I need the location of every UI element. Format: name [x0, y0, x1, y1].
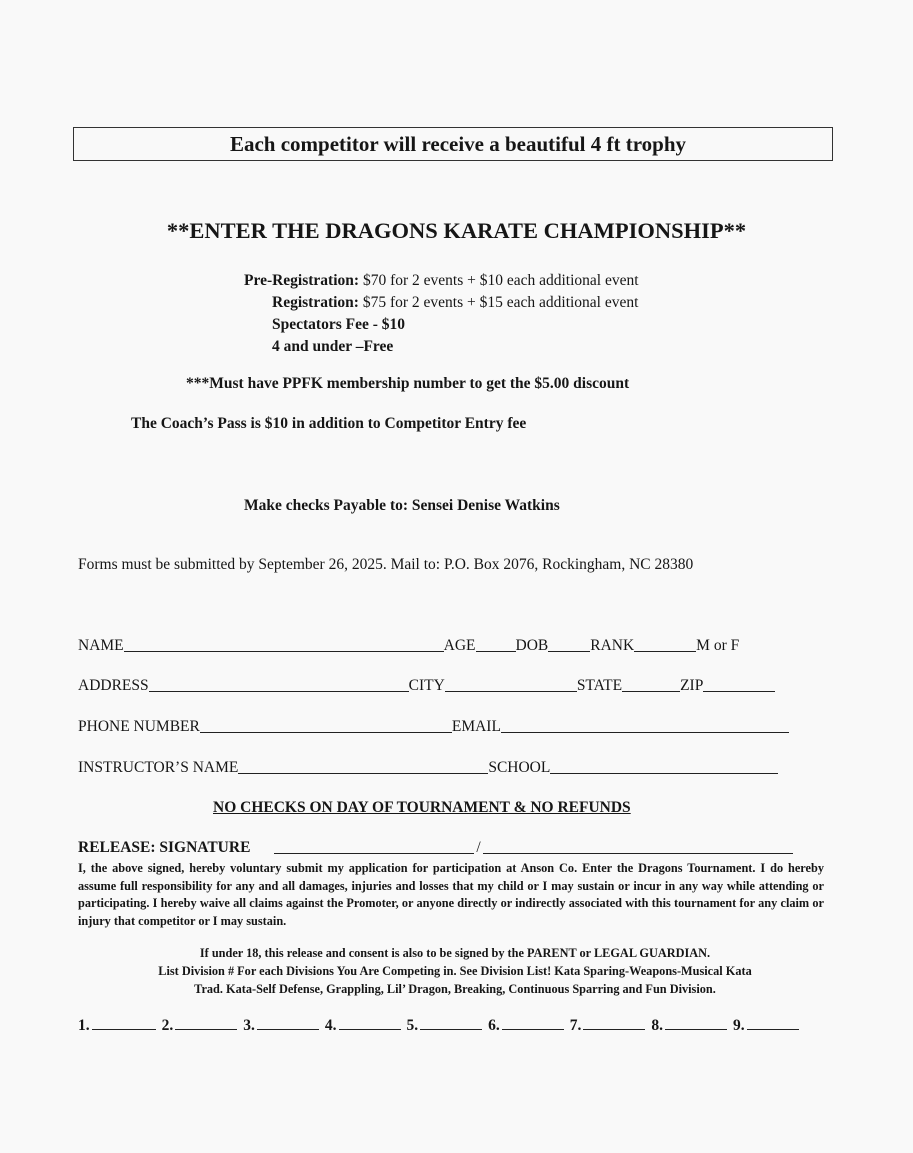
address-field[interactable] — [149, 690, 409, 692]
prereg-label: Pre-Registration: — [244, 272, 360, 289]
state-label: STATE — [576, 677, 623, 694]
guardian-line-2: List Division # For each Divisions You Are Competing in. See Division List! Kata Sparing-Weapons-Musical Kata — [158, 964, 752, 978]
division-field-6[interactable] — [502, 1028, 564, 1030]
checks-payable: Make checks Payable to: Sensei Denise Watkins — [244, 497, 560, 514]
rank-label: RANK — [590, 637, 635, 654]
dob-label: DOB — [515, 637, 549, 654]
division-slot-1: 1. — [78, 1017, 156, 1035]
division-slot-2: 2. — [162, 1017, 238, 1035]
city-field[interactable] — [445, 690, 577, 692]
coach-pass-note: The Coach’s Pass is $10 in addition to Competitor Entry fee — [131, 415, 527, 432]
signature-slash: / — [476, 839, 481, 856]
division-slot-6: 6. — [488, 1017, 564, 1035]
rank-field[interactable] — [634, 650, 696, 652]
division-field-7[interactable] — [583, 1028, 645, 1030]
city-label: CITY — [408, 677, 445, 694]
forms-deadline: Forms must be submitted by September 26, 2025. Mail to: P.O. Box 2076, Rockingham, NC 28380 — [78, 556, 694, 573]
form-row-name — [78, 637, 813, 655]
gender-label[interactable]: M or F — [696, 637, 740, 654]
under4-free: 4 and under –Free — [272, 338, 394, 355]
guardian-line-3: Trad. Kata-Self Defense, Grappling, Lil’ Dragon, Breaking, Continuous Sparring and Fun Division. — [194, 982, 716, 996]
name-label: NAME — [78, 637, 124, 654]
trophy-banner — [73, 127, 833, 161]
reg-label: Registration: — [272, 294, 359, 311]
division-slot-9: 9. — [733, 1017, 799, 1035]
trophy-banner-text: Each competitor will receive a beautiful 4 ft trophy — [229, 131, 687, 156]
division-field-8[interactable] — [665, 1028, 727, 1030]
division-number-row — [78, 1017, 799, 1035]
form-row-instructor — [78, 759, 813, 777]
reg-value: $75 for 2 events + $15 each additional event — [362, 294, 639, 311]
division-field-2[interactable] — [175, 1028, 237, 1030]
division-slot-8: 8. — [651, 1017, 727, 1035]
division-slot-5: 5. — [407, 1017, 483, 1035]
prereg-value: $70 for 2 events + $10 each additional event — [362, 272, 639, 289]
division-slot-4: 4. — [325, 1017, 401, 1035]
signature-date-field[interactable] — [483, 852, 793, 854]
phone-field[interactable] — [200, 731, 452, 733]
release-label: RELEASE: SIGNATURE — [78, 839, 251, 856]
school-field[interactable] — [550, 772, 778, 774]
phone-label: PHONE NUMBER — [78, 718, 200, 735]
age-label: AGE — [443, 637, 476, 654]
guardian-line-1: If under 18, this release and consent is also to be signed by the PARENT or LEGAL GUARDIAN. — [199, 946, 711, 960]
division-field-1[interactable] — [92, 1028, 156, 1030]
address-label: ADDRESS — [78, 677, 149, 694]
instructor-field[interactable] — [238, 772, 488, 774]
release-signature-row — [78, 839, 823, 857]
division-field-9[interactable] — [747, 1028, 799, 1030]
instructor-label: INSTRUCTOR’S NAME — [78, 759, 239, 776]
division-slot-3: 3. — [243, 1017, 319, 1035]
email-label: EMAIL — [451, 718, 501, 735]
division-slot-7: 7. — [570, 1017, 646, 1035]
email-field[interactable] — [501, 731, 789, 733]
form-row-phone — [78, 718, 813, 736]
zip-field[interactable] — [703, 690, 775, 692]
reg-line — [272, 294, 638, 312]
signature-field[interactable] — [274, 852, 474, 854]
age-field[interactable] — [476, 650, 516, 652]
division-field-4[interactable] — [339, 1028, 401, 1030]
no-checks-notice: NO CHECKS ON DAY OF TOURNAMENT & NO REFUNDS — [213, 799, 631, 816]
division-field-3[interactable] — [257, 1028, 319, 1030]
dob-field[interactable] — [548, 650, 590, 652]
state-field[interactable] — [622, 690, 680, 692]
page-title: **ENTER THE DRAGONS KARATE CHAMPIONSHIP** — [166, 218, 747, 243]
prereg-line — [244, 272, 639, 290]
name-field[interactable] — [124, 650, 444, 652]
division-field-5[interactable] — [420, 1028, 482, 1030]
zip-label: ZIP — [680, 677, 704, 694]
school-label: SCHOOL — [488, 759, 551, 776]
spectators-fee: Spectators Fee - $10 — [272, 316, 405, 333]
ppfk-note: ***Must have PPFK membership number to get the $5.00 discount — [186, 375, 630, 392]
release-text: I, the above signed, hereby voluntary submit my application for participation at Anson Co. Enter the Dragons Tournament. I do hereby assume full responsibility for any and all damages, injuries and losses that my child or I may sustain or incur in any way while attending or participating. I hereby waive all claims against the Promoter, or anyone directly or indirectly associated with this tournament for any claim or injury that competitor or I may sustain. — [78, 861, 824, 928]
form-row-address — [78, 677, 813, 695]
